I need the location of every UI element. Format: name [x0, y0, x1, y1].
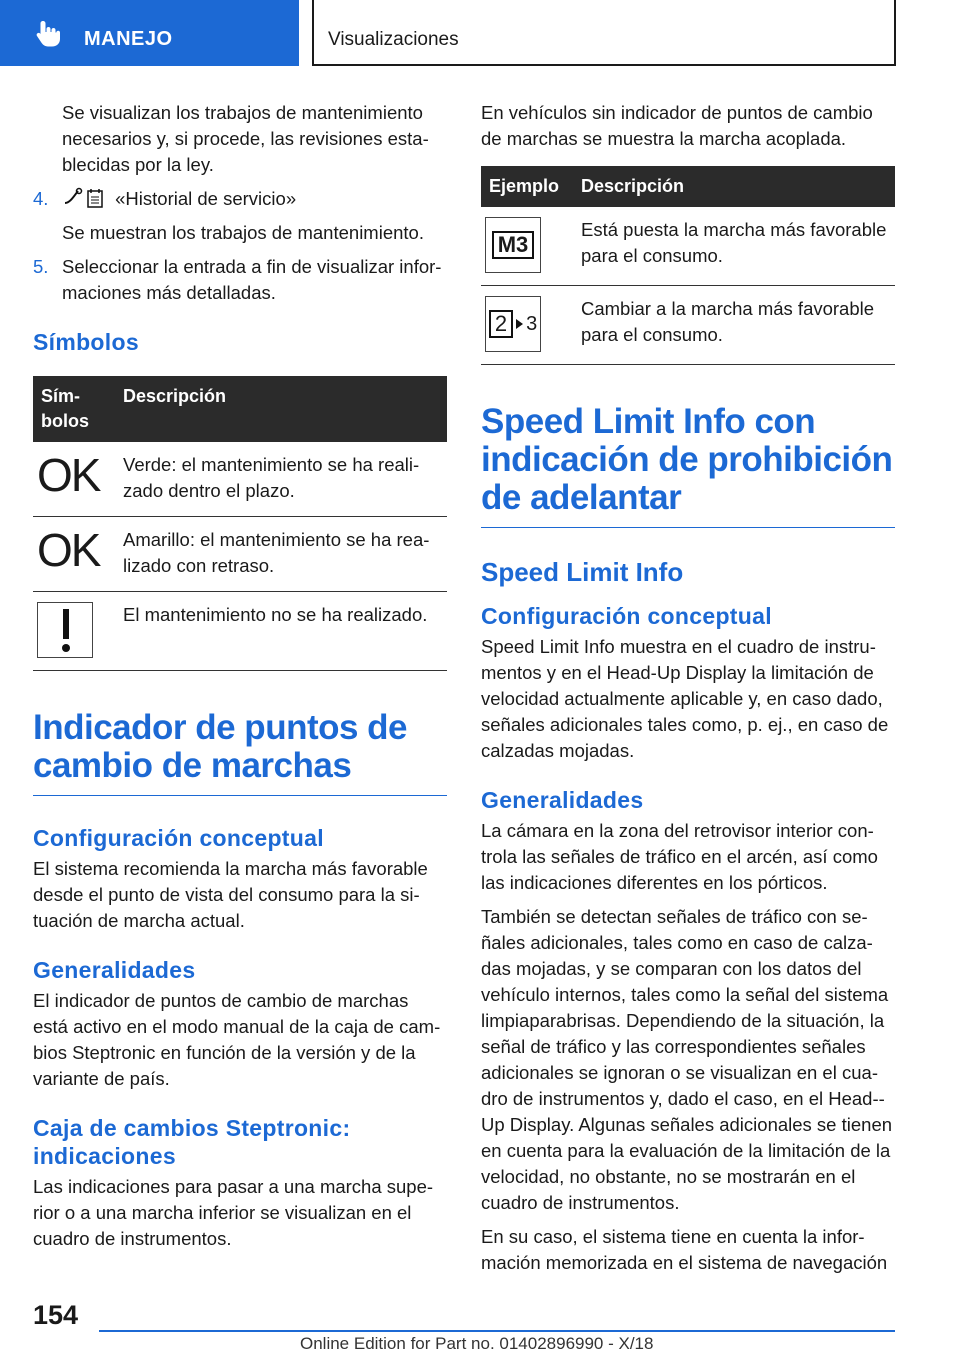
table-row — [33, 592, 447, 671]
section-heading: Indicador de puntos de cambio de marchas — [33, 709, 447, 796]
section-title: MANEJO — [84, 28, 173, 50]
general-paragraph-1: La cámara en la zona del retrovisor interior controla las señales de tráfico en el arcén, así como las indicaciones diferentes en los pórticos. — [481, 820, 878, 893]
target-gear: 3 — [526, 313, 538, 335]
table-row — [481, 207, 895, 286]
left-column — [33, 100, 447, 1260]
row-description: Amarillo: el mantenimiento se ha realizado con retraso. — [115, 517, 447, 592]
ok-green-icon: OK — [37, 449, 100, 501]
step-label: «Historial de servicio» — [115, 188, 297, 209]
intro-paragraph: En vehículos sin indicador de puntos de cambio de marchas se muestra la marcha acoplada. — [481, 102, 873, 149]
shift-up-icon — [485, 296, 541, 352]
table-row — [33, 517, 447, 592]
row-description: Está puesta la marcha más favorable para el consumo. — [573, 207, 895, 286]
gear-example-table — [481, 166, 895, 365]
config-heading: Configuración conceptual — [481, 603, 772, 629]
gear-display-icon — [485, 217, 541, 273]
steptronic-heading: Caja de cambios Steptronic: indicaciones — [33, 1115, 351, 1169]
row-description: Verde: el mantenimiento se ha realizado dentro el plazo. — [115, 442, 447, 517]
exclamation-icon — [37, 602, 93, 658]
step-item — [33, 254, 447, 306]
symbols-table — [33, 376, 447, 671]
table-header-description: Descripción — [573, 166, 895, 207]
general-paragraph-3: En su caso, el sistema tiene en cuenta la información memorizada en el sistema de navegación — [481, 1226, 888, 1273]
ok-yellow-icon: OK — [37, 524, 100, 576]
step-number: 4. — [33, 188, 49, 209]
config-heading: Configuración conceptual — [33, 825, 324, 851]
general-heading: Generalidades — [481, 787, 644, 813]
footer-divider — [99, 1330, 895, 1332]
service-history-icon — [62, 187, 110, 209]
table-header-example: Ejemplo — [481, 166, 573, 207]
subsection-heading: Speed Limit Info — [481, 557, 684, 587]
arrow-right-icon — [516, 319, 523, 329]
subsection-title: Visualizaciones — [328, 29, 459, 50]
row-description: El mantenimiento no se ha realizado. — [115, 592, 447, 671]
table-row — [33, 442, 447, 517]
config-paragraph: Speed Limit Info muestra en el cuadro de instrumentos y en el Head-Up Display la limitación de velocidad actualmente aplicable y, en caso dado, señales adicionales tales como, p. ej., en caso de calzadas mojadas. — [481, 636, 889, 761]
hand-icon — [32, 17, 64, 49]
config-paragraph: El sistema recomienda la marcha más favorable desde el punto de vista del consumo para la situación de marcha actual. — [33, 858, 428, 931]
section-tab — [0, 0, 299, 66]
step-detail: Se muestran los trabajos de mantenimiento. — [62, 222, 424, 243]
page-number: 154 — [33, 1300, 79, 1330]
edition-note: Online Edition for Part no. 01402896990 - X/18 — [300, 1334, 654, 1353]
current-gear: 2 — [489, 310, 513, 338]
intro-paragraph: Se visualizan los trabajos de mantenimiento necesarios y, si procede, las revisiones establecidas por la ley. — [62, 102, 429, 175]
right-column — [481, 100, 895, 1284]
section-heading: Speed Limit Info con indicación de prohibición de adelantar — [481, 403, 895, 528]
general-paragraph-2: También se detectan señales de tráfico con señales adicionales, tales como en caso de calzadas mojadas, y se comparan con los datos del vehículo internos, tales como la señal del sistema limpiaparabrisas. Dependiendo de la situación, la señal de tráfico y las correspondientes señales adicionales se ignoran o se visualizan en el cuadro de instrumentos y, dado el caso, en el Head-Up Display. Algunas señales adicionales se tienen en cuenta para la evaluación de la limitación de la velocidad, no obstante, no se mostrarán en el cuadro de instrumentos. — [481, 906, 893, 1213]
page-header — [0, 0, 960, 66]
symbols-heading: Símbolos — [33, 329, 139, 355]
step-number: 5. — [33, 256, 49, 277]
step-label: Seleccionar la entrada a fin de visualizar informaciones más detalladas. — [62, 256, 442, 303]
general-paragraph: El indicador de puntos de cambio de marchas está activo en el modo manual de la caja de cambios Steptronic en función de la versión y de la variante de país. — [33, 990, 441, 1089]
table-header-symbol: Símbolos — [33, 376, 115, 442]
gear-label: M3 — [492, 231, 535, 259]
steptronic-paragraph: Las indicaciones para pasar a una marcha superior o a una marcha inferior se visualizan en el cuadro de instrumentos. — [33, 1176, 434, 1249]
row-description: Cambiar a la marcha más favorable para el consumo. — [573, 286, 895, 365]
step-item — [33, 186, 447, 246]
table-row — [481, 286, 895, 365]
general-heading: Generalidades — [33, 957, 196, 983]
subsection-box — [312, 0, 896, 66]
table-header-description: Descripción — [115, 376, 447, 442]
